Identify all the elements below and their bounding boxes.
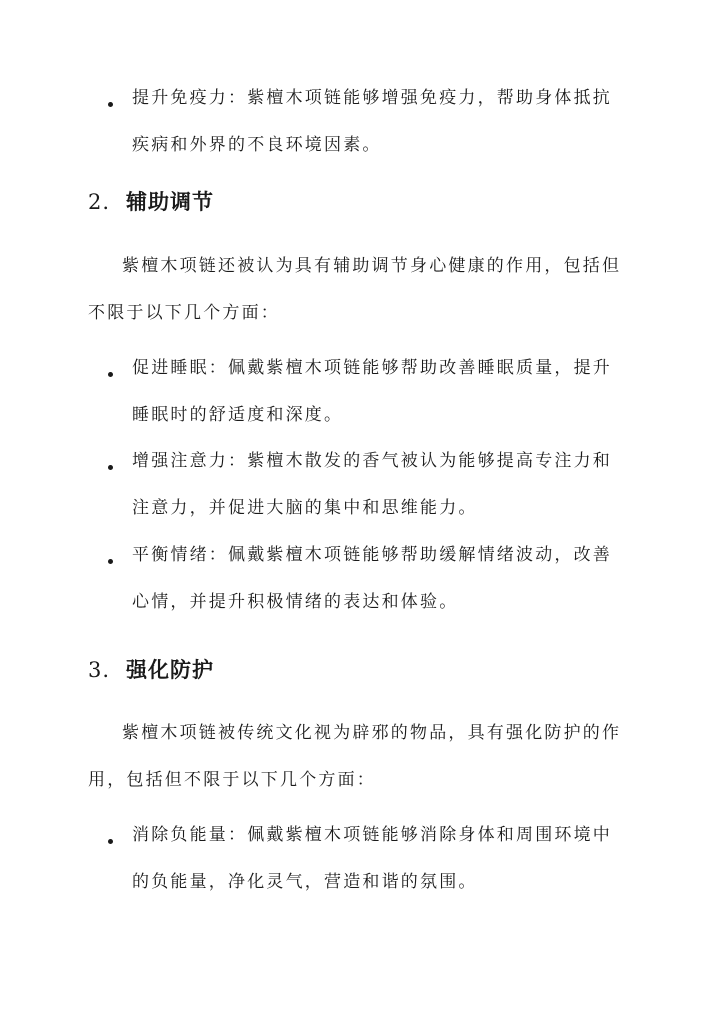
section-number: 3. [88, 658, 111, 682]
section-number: 2. [88, 190, 111, 214]
section-intro-paragraph: 紫檀木项链还被认为具有辅助调节身心健康的作用，包括但不限于以下几个方面： [88, 256, 622, 323]
list-item [108, 451, 628, 545]
list-item [108, 88, 628, 182]
bullet-dot [108, 465, 113, 470]
section-heading-2 [88, 187, 214, 217]
list-item-text: 平衡情绪：佩戴紫檀木项链能够帮助缓解情绪波动，改善心情，并提升积极情绪的表达和体验。 [132, 545, 612, 612]
list-item-text: 促进睡眠：佩戴紫檀木项链能够帮助改善睡眠质量，提升睡眠时的舒适度和深度。 [132, 358, 612, 425]
list-item [108, 825, 628, 919]
section-intro-paragraph: 紫檀木项链被传统文化视为辟邪的物品，具有强化防护的作用，包括但不限于以下几个方面： [88, 723, 622, 790]
list-item-text: 提升免疫力：紫檀木项链能够增强免疫力，帮助身体抵抗疾病和外界的不良环境因素。 [132, 88, 612, 155]
section-title: 强化防护 [126, 657, 214, 682]
bullet-dot [108, 839, 113, 844]
section-title: 辅助调节 [126, 189, 214, 214]
bullet-dot [108, 102, 113, 107]
section-heading-3 [88, 655, 214, 685]
bullet-dot [108, 372, 113, 377]
bullet-dot [108, 559, 113, 564]
list-item-text: 增强注意力：紫檀木散发的香气被认为能够提高专注力和注意力，并促进大脑的集中和思维能力。 [132, 451, 612, 518]
list-item [108, 545, 628, 639]
list-item-text: 消除负能量：佩戴紫檀木项链能够消除身体和周围环境中的负能量，净化灵气，营造和谐的氛围。 [132, 825, 612, 892]
